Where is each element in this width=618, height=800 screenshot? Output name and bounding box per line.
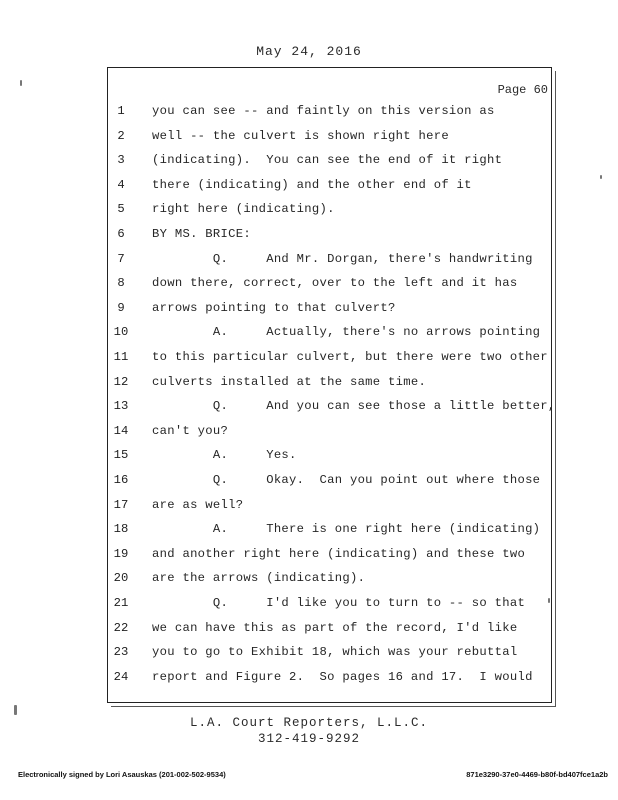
line-text: Q. And you can see those a little better, bbox=[152, 399, 556, 414]
line-number: 22 bbox=[113, 620, 129, 635]
transcript-line bbox=[0, 667, 618, 687]
line-text: A. Yes. bbox=[152, 448, 297, 463]
line-number: 6 bbox=[117, 227, 125, 241]
transcript-line bbox=[0, 101, 618, 121]
transcript-line bbox=[0, 273, 618, 293]
line-number: 14 bbox=[113, 423, 129, 438]
line-text: report and Figure 2. So pages 16 and 17. I would bbox=[152, 669, 533, 684]
electronic-signature: Electronically signed by Lori Asauskas (201-002-502-9534) bbox=[18, 770, 226, 779]
line-number: 23 bbox=[113, 645, 129, 660]
transcript-line bbox=[0, 544, 618, 564]
transcript-line bbox=[0, 642, 618, 662]
transcript-line bbox=[0, 347, 618, 367]
line-text: there (indicating) and the other end of it bbox=[152, 177, 472, 192]
line-text: A. Actually, there's no arrows pointing bbox=[152, 325, 541, 340]
transcript-line bbox=[0, 618, 618, 638]
line-number: 3 bbox=[117, 153, 125, 168]
line-text: A. There is one right here (indicating) bbox=[152, 522, 541, 537]
document-id: 871e3290-37e0-4469-b80f-bd407fce1a2b bbox=[466, 770, 608, 779]
line-text: BY MS. BRICE: bbox=[152, 227, 251, 241]
line-text: right here (indicating). bbox=[152, 202, 335, 217]
line-text: well -- the culvert is shown right here bbox=[152, 128, 449, 143]
transcript-line bbox=[0, 249, 618, 269]
scan-speck bbox=[20, 80, 22, 86]
line-number: 13 bbox=[113, 399, 129, 414]
line-number: 4 bbox=[117, 177, 125, 192]
line-text: and another right here (indicating) and these two bbox=[152, 546, 526, 561]
scan-speck bbox=[14, 705, 17, 715]
line-text: culverts installed at the same time. bbox=[152, 374, 427, 389]
header-date: May 24, 2016 bbox=[256, 44, 362, 59]
line-number: 7 bbox=[117, 251, 125, 266]
line-number: 19 bbox=[113, 546, 129, 561]
transcript-line bbox=[0, 322, 618, 342]
line-number: 21 bbox=[113, 596, 129, 610]
scan-speck bbox=[548, 598, 550, 603]
line-number: 10 bbox=[113, 325, 129, 340]
transcript-line bbox=[0, 396, 618, 416]
transcript-line bbox=[0, 199, 618, 219]
line-text: to this particular culvert, but there were two other bbox=[152, 350, 548, 364]
transcript-line bbox=[0, 495, 618, 515]
transcript-line bbox=[0, 470, 618, 490]
transcript-line bbox=[0, 568, 618, 588]
line-number: 11 bbox=[113, 350, 129, 364]
line-text: are the arrows (indicating). bbox=[152, 571, 366, 586]
transcript-line bbox=[0, 445, 618, 465]
reporter-phone: 312-419-9292 bbox=[257, 732, 360, 746]
line-number: 20 bbox=[113, 571, 129, 586]
line-number: 12 bbox=[113, 374, 129, 389]
transcript-line bbox=[0, 175, 618, 195]
line-text: Q. I'd like you to turn to -- so that bbox=[152, 596, 526, 610]
transcript-line bbox=[0, 593, 618, 613]
line-number: 5 bbox=[117, 202, 125, 217]
transcript-line bbox=[0, 372, 618, 392]
page-number: Page 60 bbox=[497, 83, 548, 97]
line-text: are as well? bbox=[152, 497, 244, 512]
line-text: Q. Okay. Can you point out where those bbox=[152, 473, 541, 487]
transcript-line bbox=[0, 519, 618, 539]
line-text: down there, correct, over to the left and it has bbox=[152, 276, 518, 291]
line-text: (indicating). You can see the end of it right bbox=[152, 153, 503, 168]
line-number: 9 bbox=[117, 300, 125, 315]
transcript-line bbox=[0, 126, 618, 146]
line-number: 17 bbox=[113, 497, 129, 512]
line-text: Q. And Mr. Dorgan, there's handwriting bbox=[152, 251, 533, 266]
line-number: 8 bbox=[117, 276, 125, 291]
transcript-line bbox=[0, 224, 618, 244]
transcript-line bbox=[0, 298, 618, 318]
transcript-line bbox=[0, 150, 618, 170]
line-number: 15 bbox=[113, 448, 129, 463]
line-text: can't you? bbox=[152, 423, 229, 438]
line-number: 1 bbox=[117, 104, 125, 118]
line-number: 2 bbox=[117, 128, 125, 143]
transcript-line bbox=[0, 421, 618, 441]
line-text: arrows pointing to that culvert? bbox=[152, 300, 396, 315]
line-text: we can have this as part of the record, I'd like bbox=[152, 620, 518, 635]
scan-speck bbox=[600, 175, 602, 179]
reporter-name: L.A. Court Reporters, L.L.C. bbox=[189, 716, 429, 730]
line-number: 16 bbox=[113, 473, 129, 487]
line-number: 18 bbox=[113, 522, 129, 537]
line-text: you to go to Exhibit 18, which was your rebuttal bbox=[152, 645, 518, 660]
line-number: 24 bbox=[113, 669, 129, 684]
line-text: you can see -- and faintly on this version as bbox=[152, 104, 495, 118]
